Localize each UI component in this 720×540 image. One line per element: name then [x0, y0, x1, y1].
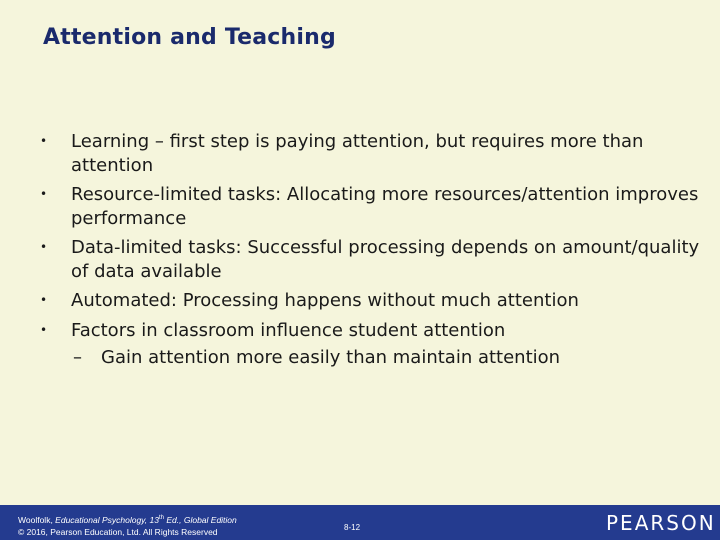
footer-bar [0, 505, 720, 540]
bullet-marker: • [40, 293, 48, 307]
sub-bullet-item [40, 346, 700, 370]
bullet-marker: • [40, 240, 48, 254]
page-number: 8-12 [344, 523, 361, 532]
bullet-item [40, 183, 700, 230]
bullet-list [40, 130, 700, 370]
slide-title: Attention and Teaching [43, 25, 336, 50]
bullet-item [40, 130, 700, 177]
pearson-logo: PEARSON [606, 511, 716, 535]
copyright-line: © 2016, Pearson Education, Ltd. All Rights Reserved [18, 527, 218, 537]
bullet-text: Learning – first step is paying attention, but requires more than attention [71, 131, 644, 176]
sub-bullet-text: Gain attention more easily than maintain attention [101, 347, 561, 368]
bullet-text: Data-limited tasks: Successful processing depends on amount/quality of data available [71, 237, 700, 282]
citation-edition: Ed., Global Edition [164, 515, 237, 525]
bullet-item [40, 289, 700, 313]
bullet-item [40, 319, 700, 343]
bullet-marker: • [40, 322, 48, 337]
bullet-text: Resource-limited tasks: Allocating more resources/attention improves performance [71, 184, 699, 229]
citation-book: Educational Psychology, 13 [55, 515, 159, 525]
citation-sup: th [158, 515, 164, 522]
citation-author: Woolfolk, [18, 515, 56, 525]
citation-line [18, 514, 237, 526]
citation [18, 514, 237, 538]
bullet-item [40, 236, 700, 283]
bullet-text: Factors in classroom influence student attention [71, 319, 506, 341]
bullet-text: Automated: Processing happens without much attention [71, 290, 579, 311]
bullet-marker: • [40, 134, 48, 148]
sub-bullet-marker: – [73, 347, 82, 368]
bullet-marker: • [40, 187, 48, 201]
